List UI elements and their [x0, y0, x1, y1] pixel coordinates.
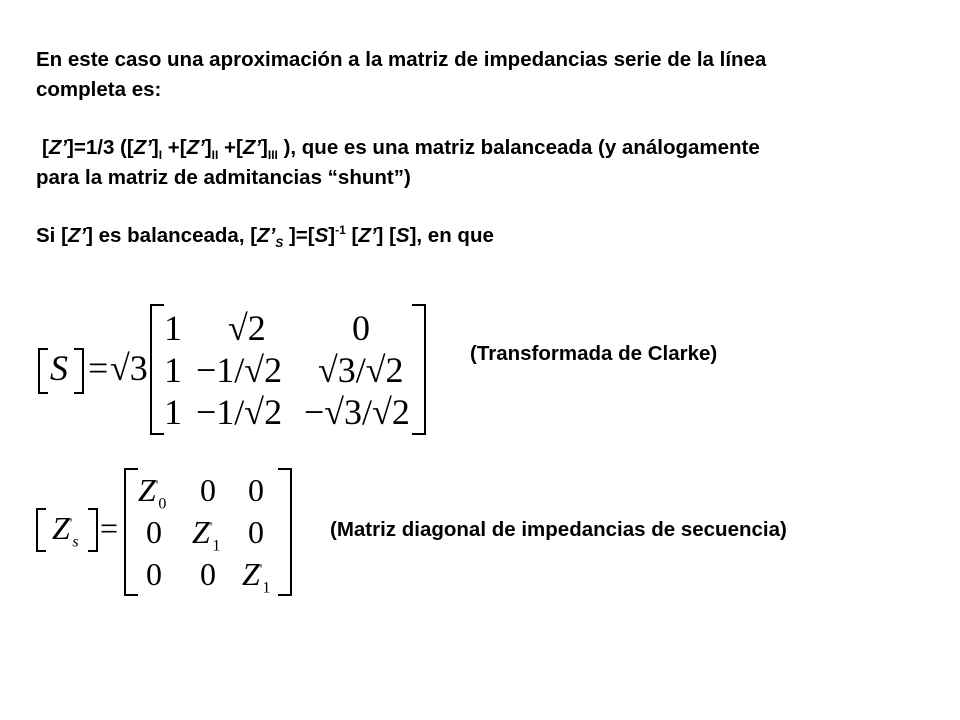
subscript-0: 0: [158, 495, 167, 513]
text-run: ]: [261, 136, 268, 159]
text-run: ), que es una matriz balanceada (y análogamente: [277, 136, 760, 159]
subscript-s: S: [275, 236, 284, 251]
text-run: [: [42, 136, 49, 159]
text-run: ] es balanceada, [: [86, 224, 258, 247]
paragraph-2-line-2: para la matriz de admitancias “shunt”): [36, 166, 411, 189]
matrix-cell: −√3/√2: [304, 392, 410, 432]
prime-mark: ': [69, 516, 73, 532]
subscript-i: I: [158, 148, 163, 163]
matrix-cell-z1: [242, 556, 271, 597]
matrix-cell: 1: [164, 392, 182, 432]
sequence-caption: (Matriz diagonal de impedancias de secuencia): [330, 518, 787, 541]
subscript-s: s: [72, 533, 79, 551]
z-prime-symbol: Z’: [133, 136, 152, 159]
z-prime-symbol: Z’: [48, 136, 68, 159]
matrix-cell-z1: [192, 514, 221, 555]
matrix-cell: √3/√2: [318, 350, 404, 390]
z-letter: Z: [52, 510, 70, 546]
matrix-cell: 0: [200, 472, 216, 508]
sqrt3-coefficient: √3: [110, 348, 148, 388]
text-run: +[: [218, 136, 243, 159]
equals-sign: =: [88, 348, 109, 388]
text-run: ]: [151, 136, 159, 159]
lhs-s-symbol: S: [50, 348, 68, 388]
equals-sign: =: [100, 510, 119, 546]
matrix-cell: 1: [164, 308, 182, 348]
prime-mark: ': [259, 562, 263, 578]
matrix-cell: 0: [248, 514, 264, 550]
z-letter: Z: [192, 514, 210, 550]
z-prime-symbol: Z’: [242, 136, 262, 159]
matrix-cell: √2: [228, 308, 266, 348]
clarke-caption: (Transformada de Clarke): [470, 342, 718, 365]
text-run: ]: [328, 224, 336, 247]
matrix-cell: 0: [248, 472, 264, 508]
text-run: Si [: [36, 224, 68, 247]
lhs-right-bracket: [88, 508, 98, 552]
text-run: +[: [162, 136, 187, 159]
paragraph-1-line-1: En este caso una aproximación a la matriz de impedancias serie de la línea: [36, 48, 767, 71]
matrix-cell: 0: [352, 308, 370, 348]
text-run: ]=[: [283, 224, 315, 247]
s-symbol: S: [395, 224, 410, 247]
text-run: ] [: [376, 224, 396, 247]
text-run: ], en que: [409, 224, 494, 247]
subscript-iii: III: [267, 148, 278, 163]
prime-mark: ': [209, 520, 213, 536]
z-prime-symbol: Z’: [358, 224, 377, 247]
matrix-right-bracket: [278, 468, 292, 596]
matrix-cell: 0: [146, 556, 162, 592]
text-run: ]=1/3 ([: [67, 136, 134, 159]
z-prime-symbol: Z’: [257, 224, 276, 247]
matrix-cell: 1: [164, 350, 182, 390]
matrix-cell: −1/√2: [196, 392, 283, 432]
lhs-z-symbol: [52, 510, 79, 551]
matrix-left-bracket: [124, 468, 138, 596]
lhs-left-bracket: [36, 508, 46, 552]
matrix-cell-z0: [138, 472, 167, 513]
subscript-1: 1: [262, 579, 271, 597]
text-run: [: [345, 224, 359, 247]
matrix-cell: 0: [200, 556, 216, 592]
z-prime-symbol: Z’: [67, 224, 87, 247]
z-letter: Z: [138, 472, 156, 508]
subscript-ii: II: [211, 148, 219, 163]
matrix-cell: 0: [146, 514, 162, 550]
text-run: ]: [204, 136, 212, 159]
subscript-1: 1: [212, 537, 221, 555]
z-letter: Z: [242, 556, 260, 592]
superscript-inverse: -1: [335, 223, 346, 238]
z-prime-symbol: Z’: [186, 136, 205, 159]
matrix-cell: −1/√2: [196, 350, 283, 390]
prime-mark: ': [155, 478, 159, 494]
paragraph-1-line-2: completa es:: [36, 78, 162, 101]
s-symbol: S: [314, 224, 329, 247]
